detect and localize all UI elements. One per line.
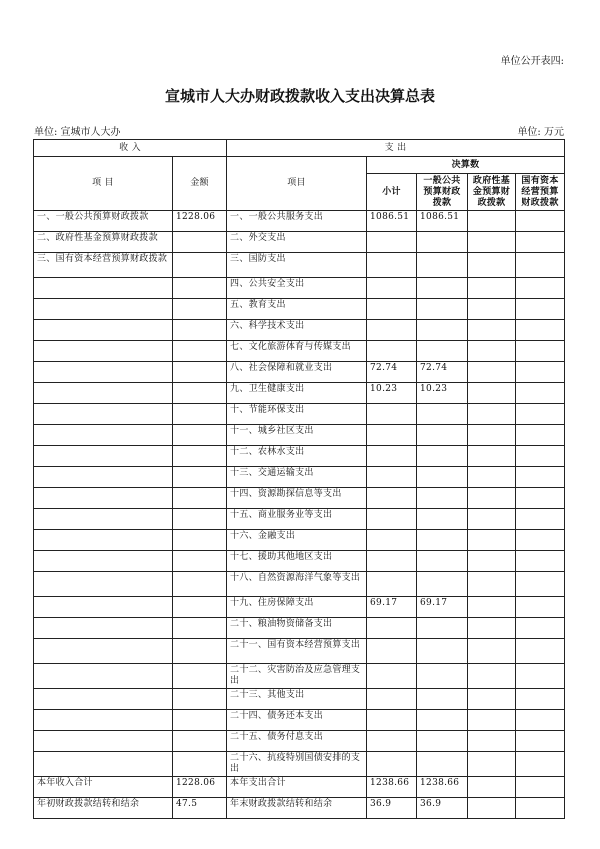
fund-budget-cell (468, 777, 516, 798)
final-amount-header: 决算数 (367, 157, 565, 174)
subtotal-cell (367, 689, 417, 710)
income-item-cell (34, 278, 173, 299)
subtotal-cell (367, 618, 417, 639)
subtotal-cell (367, 639, 417, 664)
state-capital-cell (516, 618, 565, 639)
state-capital-cell (516, 639, 565, 664)
subtotal-cell (367, 710, 417, 731)
income-amount-cell (173, 232, 227, 253)
expense-header: 支 出 (227, 140, 565, 157)
subtotal-cell (367, 664, 417, 689)
expense-item-cell: 十四、资源勘探信息等支出 (227, 488, 367, 509)
fund-budget-cell (468, 232, 516, 253)
table-row (34, 618, 565, 639)
expense-item-cell: 八、社会保障和就业支出 (227, 362, 367, 383)
income-amount-cell (173, 551, 227, 572)
subtotal-cell (367, 752, 417, 777)
table-row (34, 362, 565, 383)
fund-budget-cell (468, 509, 516, 530)
income-amount-cell (173, 278, 227, 299)
fund-budget-cell (468, 404, 516, 425)
subtotal-cell: 69.17 (367, 597, 417, 618)
income-amount-cell (173, 618, 227, 639)
income-item-cell: 本年收入合计 (34, 777, 173, 798)
table-row (34, 710, 565, 731)
expense-item-cell: 十五、商业服务业等支出 (227, 509, 367, 530)
fund-budget-cell (468, 299, 516, 320)
table-row (34, 572, 565, 597)
state-capital-header: 国有资本经营预算财政拨款 (516, 174, 565, 211)
table-row (34, 551, 565, 572)
fund-budget-cell (468, 467, 516, 488)
state-capital-cell (516, 488, 565, 509)
fund-budget-cell (468, 488, 516, 509)
fund-budget-cell (468, 383, 516, 404)
income-item-cell (34, 299, 173, 320)
income-amount-header: 金额 (173, 157, 227, 211)
state-capital-cell (516, 211, 565, 232)
income-item-cell (34, 752, 173, 777)
income-amount-cell (173, 572, 227, 597)
expense-item-cell: 本年支出合计 (227, 777, 367, 798)
general-budget-cell (417, 404, 468, 425)
fund-budget-cell (468, 798, 516, 819)
general-budget-cell (417, 467, 468, 488)
general-budget-cell: 69.17 (417, 597, 468, 618)
fund-budget-cell (468, 664, 516, 689)
currency-unit-label: 单位: 万元 (517, 127, 564, 138)
general-budget-cell (417, 253, 468, 278)
general-budget-cell (417, 530, 468, 551)
income-item-cell (34, 488, 173, 509)
state-capital-cell (516, 664, 565, 689)
income-item-header: 项 目 (34, 157, 173, 211)
table-row (34, 211, 565, 232)
income-item-cell (34, 710, 173, 731)
general-budget-cell (417, 425, 468, 446)
expense-item-cell: 十、节能环保支出 (227, 404, 367, 425)
income-item-cell (34, 572, 173, 597)
subtotal-cell (367, 425, 417, 446)
state-capital-cell (516, 710, 565, 731)
subtotal-cell (367, 446, 417, 467)
income-item-cell (34, 425, 173, 446)
subtotal-cell (367, 572, 417, 597)
fund-budget-cell (468, 639, 516, 664)
subtotal-cell: 72.74 (367, 362, 417, 383)
expense-item-cell: 十六、金融支出 (227, 530, 367, 551)
table-row (34, 731, 565, 752)
general-budget-cell: 36.9 (417, 798, 468, 819)
table-row (34, 232, 565, 253)
state-capital-cell (516, 509, 565, 530)
budget-table (33, 139, 565, 819)
expense-item-cell: 二、外交支出 (227, 232, 367, 253)
subtotal-header: 小计 (367, 174, 417, 211)
fund-budget-cell (468, 597, 516, 618)
expense-item-cell: 四、公共安全支出 (227, 278, 367, 299)
table-row (34, 341, 565, 362)
form-number-label: 单位公开表四: (500, 56, 564, 67)
expense-item-cell: 六、科学技术支出 (227, 320, 367, 341)
subtotal-cell (367, 467, 417, 488)
state-capital-cell (516, 467, 565, 488)
fund-budget-cell (468, 253, 516, 278)
subtotal-cell (367, 320, 417, 341)
state-capital-cell (516, 572, 565, 597)
subtotal-cell (367, 488, 417, 509)
unit-name-label: 单位: 宣城市人大办 (34, 127, 121, 138)
income-item-cell (34, 597, 173, 618)
general-budget-header: 一般公共预算财政拨款 (417, 174, 468, 211)
fund-budget-cell (468, 689, 516, 710)
expense-item-cell: 二十六、抗疫特别国债安排的支出 (227, 752, 367, 777)
state-capital-cell (516, 446, 565, 467)
general-budget-cell (417, 710, 468, 731)
subtotal-cell (367, 509, 417, 530)
table-row (34, 320, 565, 341)
income-item-cell (34, 639, 173, 664)
subtotal-cell (367, 299, 417, 320)
page-title: 宣城市人大办财政拨款收入支出决算总表 (164, 87, 435, 105)
table-row (34, 278, 565, 299)
subtotal-cell: 36.9 (367, 798, 417, 819)
general-budget-cell (417, 752, 468, 777)
expense-item-cell: 七、文化旅游体育与传媒支出 (227, 341, 367, 362)
table-row (34, 425, 565, 446)
income-amount-cell (173, 341, 227, 362)
income-amount-cell (173, 752, 227, 777)
table-row (34, 383, 565, 404)
general-budget-cell (417, 551, 468, 572)
table-row (34, 664, 565, 689)
general-budget-cell (417, 509, 468, 530)
fund-budget-cell (468, 530, 516, 551)
general-budget-cell (417, 320, 468, 341)
income-item-cell: 一、一般公共预算财政拨款 (34, 211, 173, 232)
income-item-cell (34, 362, 173, 383)
income-header: 收 入 (34, 140, 227, 157)
general-budget-cell: 1238.66 (417, 777, 468, 798)
income-amount-cell (173, 467, 227, 488)
fund-budget-cell (468, 572, 516, 597)
state-capital-cell (516, 777, 565, 798)
fund-budget-cell (468, 425, 516, 446)
general-budget-cell (417, 446, 468, 467)
income-amount-cell (173, 299, 227, 320)
income-amount-cell (173, 530, 227, 551)
subtotal-cell (367, 232, 417, 253)
table-row (34, 530, 565, 551)
income-amount-cell (173, 731, 227, 752)
fund-budget-cell (468, 320, 516, 341)
income-item-cell: 二、政府性基金预算财政拨款 (34, 232, 173, 253)
state-capital-cell (516, 278, 565, 299)
income-item-cell (34, 530, 173, 551)
state-capital-cell (516, 798, 565, 819)
income-item-cell (34, 509, 173, 530)
state-capital-cell (516, 731, 565, 752)
expense-item-cell: 二十一、国有资本经营预算支出 (227, 639, 367, 664)
income-item-cell: 年初财政拨款结转和结余 (34, 798, 173, 819)
state-capital-cell (516, 341, 565, 362)
table-row (34, 752, 565, 777)
state-capital-cell (516, 597, 565, 618)
income-amount-cell (173, 710, 227, 731)
expense-item-cell: 五、教育支出 (227, 299, 367, 320)
income-item-cell (34, 731, 173, 752)
fund-budget-cell (468, 341, 516, 362)
general-budget-cell (417, 572, 468, 597)
expense-item-cell: 十八、自然资源海洋气象等支出 (227, 572, 367, 597)
income-item-cell (34, 551, 173, 572)
expense-item-cell: 十一、城乡社区支出 (227, 425, 367, 446)
income-amount-cell (173, 404, 227, 425)
income-amount-cell: 47.5 (173, 798, 227, 819)
header-row-1 (34, 140, 565, 157)
state-capital-cell (516, 752, 565, 777)
fund-budget-cell (468, 551, 516, 572)
state-capital-cell (516, 689, 565, 710)
state-capital-cell (516, 299, 565, 320)
state-capital-cell (516, 530, 565, 551)
income-amount-cell: 1228.06 (173, 211, 227, 232)
general-budget-cell (417, 299, 468, 320)
subtotal-cell: 1086.51 (367, 211, 417, 232)
income-item-cell (34, 341, 173, 362)
income-item-cell (34, 618, 173, 639)
general-budget-cell (417, 664, 468, 689)
state-capital-cell (516, 425, 565, 446)
state-capital-cell (516, 362, 565, 383)
table-row (34, 467, 565, 488)
state-capital-cell (516, 551, 565, 572)
income-item-cell (34, 467, 173, 488)
state-capital-cell (516, 253, 565, 278)
general-budget-cell (417, 488, 468, 509)
table-row (34, 446, 565, 467)
fund-budget-cell (468, 710, 516, 731)
income-amount-cell (173, 320, 227, 341)
income-amount-cell (173, 509, 227, 530)
fund-budget-cell (468, 752, 516, 777)
expense-item-cell: 年末财政拨款结转和结余 (227, 798, 367, 819)
general-budget-cell (417, 689, 468, 710)
income-amount-cell: 1228.06 (173, 777, 227, 798)
expense-item-cell: 二十二、灾害防治及应急管理支出 (227, 664, 367, 689)
general-budget-cell (417, 731, 468, 752)
income-amount-cell (173, 639, 227, 664)
income-item-cell: 三、国有资本经营预算财政拨款 (34, 253, 173, 278)
general-budget-cell (417, 278, 468, 299)
subtotal-cell (367, 530, 417, 551)
table-row (34, 404, 565, 425)
income-item-cell (34, 664, 173, 689)
table-row (34, 253, 565, 278)
general-budget-cell (417, 232, 468, 253)
expense-item-cell: 十七、援助其他地区支出 (227, 551, 367, 572)
state-capital-cell (516, 404, 565, 425)
general-budget-cell (417, 341, 468, 362)
fund-budget-header: 政府性基金预算财政拨款 (468, 174, 516, 211)
expense-item-cell: 九、卫生健康支出 (227, 383, 367, 404)
state-capital-cell (516, 232, 565, 253)
fund-budget-cell (468, 278, 516, 299)
subtotal-cell (367, 341, 417, 362)
state-capital-cell (516, 320, 565, 341)
subtotal-cell: 10.23 (367, 383, 417, 404)
income-amount-cell (173, 253, 227, 278)
general-budget-cell: 1086.51 (417, 211, 468, 232)
income-amount-cell (173, 597, 227, 618)
state-capital-cell (516, 383, 565, 404)
income-item-cell (34, 383, 173, 404)
income-amount-cell (173, 689, 227, 710)
table-row (34, 798, 565, 819)
income-item-cell (34, 320, 173, 341)
table-row (34, 777, 565, 798)
income-item-cell (34, 689, 173, 710)
expense-item-cell: 十二、农林水支出 (227, 446, 367, 467)
general-budget-cell: 10.23 (417, 383, 468, 404)
income-item-cell (34, 404, 173, 425)
expense-item-cell: 二十三、其他支出 (227, 689, 367, 710)
table-row (34, 597, 565, 618)
fund-budget-cell (468, 362, 516, 383)
table-row (34, 639, 565, 664)
income-amount-cell (173, 488, 227, 509)
income-amount-cell (173, 425, 227, 446)
subtotal-cell (367, 253, 417, 278)
subtotal-cell (367, 404, 417, 425)
table-row (34, 689, 565, 710)
table-row (34, 299, 565, 320)
expense-item-cell: 三、国防支出 (227, 253, 367, 278)
expense-item-cell: 二十、粮油物资储备支出 (227, 618, 367, 639)
general-budget-cell (417, 639, 468, 664)
expense-item-cell: 二十四、债务还本支出 (227, 710, 367, 731)
income-amount-cell (173, 446, 227, 467)
table-row (34, 509, 565, 530)
table-row (34, 488, 565, 509)
income-amount-cell (173, 664, 227, 689)
expense-item-header: 项目 (227, 157, 367, 211)
expense-item-cell: 十九、住房保障支出 (227, 597, 367, 618)
expense-item-cell: 一、一般公共服务支出 (227, 211, 367, 232)
subtotal-cell (367, 731, 417, 752)
income-amount-cell (173, 383, 227, 404)
fund-budget-cell (468, 446, 516, 467)
subtotal-cell (367, 278, 417, 299)
expense-item-cell: 十三、交通运输支出 (227, 467, 367, 488)
fund-budget-cell (468, 618, 516, 639)
general-budget-cell: 72.74 (417, 362, 468, 383)
fund-budget-cell (468, 211, 516, 232)
income-item-cell (34, 446, 173, 467)
fund-budget-cell (468, 731, 516, 752)
general-budget-cell (417, 618, 468, 639)
expense-item-cell: 二十五、债务付息支出 (227, 731, 367, 752)
subtotal-cell (367, 551, 417, 572)
header-row-2 (34, 157, 565, 174)
subtotal-cell: 1238.66 (367, 777, 417, 798)
income-amount-cell (173, 362, 227, 383)
